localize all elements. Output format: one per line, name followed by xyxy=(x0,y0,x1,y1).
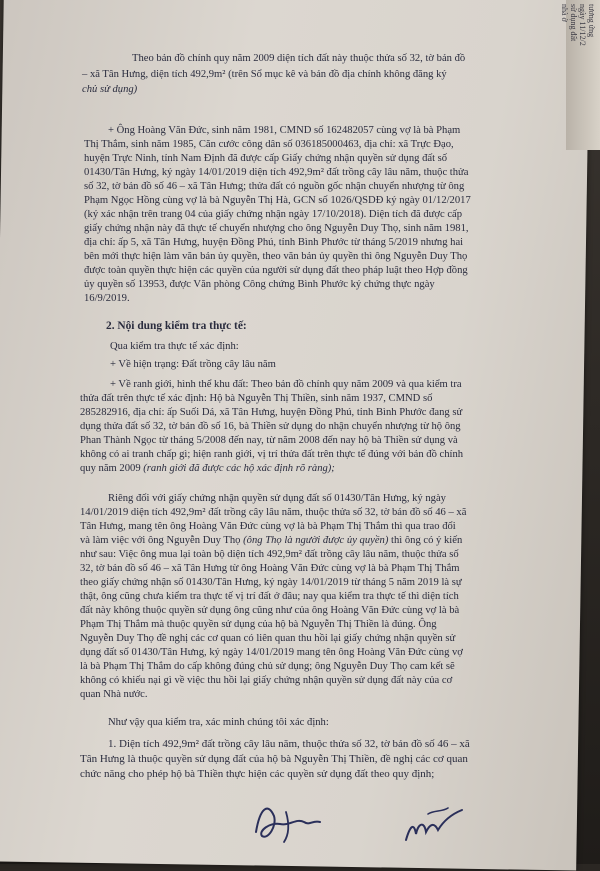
margin-fragment: ngày 11/12/2 xyxy=(578,4,587,46)
text-line: Thị Thắm, sinh năm 1985, Căn cước công dân số 036185000463, địa chỉ: xã Trực Đạo, xyxy=(84,139,454,150)
text-run: và làm việc với ông Nguyễn Duy Thọ xyxy=(80,535,241,546)
text-line: Như vậy qua kiểm tra, xác minh chúng tôi xác định: xyxy=(108,717,329,728)
text-line: như sau: Việc ông mua lại toàn bộ diện tích 492,9m² đất trồng cây lâu năm, thuộc thửa số xyxy=(80,549,459,560)
text-run-italic: (ông Thọ là người được ủy quyền) xyxy=(243,535,389,546)
text-line: là bà Phạm Thị Thắm do cấp không đúng chủ sử dụng; ông Nguyễn Duy Thọ cam kết sẽ xyxy=(80,661,455,672)
text-line: Phạm Ngọc Hồng cùng vợ là bà Nguyễn Thị Hà, GCN số 1026/QSDĐ ký ngày 01/12/2017 xyxy=(84,195,471,206)
text-line: Nguyễn Duy Thọ đề nghị các cơ quan có liên quan thu hồi lại giấy chứng nhận quyền sử xyxy=(80,633,456,644)
text-line: Tân Hưng, mang tên ông Hoàng Văn Đức cùng vợ là bà Phạm Thị Thắm thì qua trao đổi xyxy=(80,521,456,532)
text-line: 01430/Tân Hưng, ký ngày 14/01/2019 diện tích 492,9m² đất trồng cây lâu năm, thuộc thửa xyxy=(84,167,469,178)
text-line: + Về hiện trạng: Đất trồng cây lâu năm xyxy=(110,359,276,370)
text-line: địa chỉ: ấp 5, xã Tân Hưng, huyện Đồng Phú, tỉnh Bình Phước từ tháng 5/2019 nhưng hai xyxy=(84,237,464,248)
text-line: 285282916, địa chỉ: ấp Suối Dá, xã Tân Hưng, huyện Đồng Phú, tỉnh Bình Phước đang sử xyxy=(80,407,463,418)
signature-left xyxy=(246,796,336,848)
text-run: quy năm 2009 xyxy=(80,463,141,474)
text-line: chủ sử dụng) xyxy=(82,84,138,95)
text-line: 32, tờ bản đồ số 46 – xã Tân Hưng từ ông Hoàng Văn Đức cùng vợ là bà Phạm Thị Thắm xyxy=(80,563,460,574)
margin-fragment: tương ứng xyxy=(587,4,596,38)
text-line: 1. Diện tích 492,9m² đất trồng cây lâu năm, thuộc thửa số 32, tờ bản đồ số 46 – xã xyxy=(108,738,470,750)
margin-fragment: nhà ở xyxy=(560,4,569,22)
text-line: Qua kiểm tra thực tế xác định: xyxy=(110,341,239,352)
text-line: – xã Tân Hưng, diện tích 492,9m² (trên Sổ mục kê và bản đồ địa chính không đăng ký xyxy=(82,69,447,80)
text-run: thì ông có ý kiến xyxy=(388,535,463,546)
text-line: Tân Hưng là thuộc quyền sử dụng đất của hộ bà Nguyễn Thị Thiền, đề nghị các cơ quan xyxy=(80,753,468,765)
text-line: theo giấy chứng nhận số 01430/Tân Hưng, ký ngày 14/01/2019 từ tháng 5 năm 2019 là sự xyxy=(80,577,462,588)
text-line: Phan Thành Ngọc từ tháng 5/2008 đến nay, từ năm 2008 đến nay hộ bà Thiền sử dụng và xyxy=(80,435,458,446)
text-line: bên mới thực hiện làm văn bản ủy quyền, theo văn bản ủy quyền thì ông Nguyễn Duy Thọ xyxy=(84,251,468,262)
text-line: + Ông Hoàng Văn Đức, sinh năm 1981, CMND số 162482057 cùng vợ là bà Phạm xyxy=(108,125,461,136)
text-line: chức năng cho phép hộ bà Thiền thực hiện các quyền sử dụng đất theo quy định; xyxy=(80,768,435,780)
text-line: thật, ông cũng chưa kiểm tra thực tế vị trí đất ở đâu; nay qua kiểm tra thực tế thì diện tích xyxy=(80,591,459,602)
signature-right xyxy=(398,800,478,848)
text-line: (ký xác nhận trên trang 04 của giấy chứng nhận ngày 17/10/2018). Diện tích đã được cấp xyxy=(84,209,463,220)
text-line: không có ai tranh chấp gì; hiện ranh giới, vị trí thửa đất trên thực tế đúng với bản đồ chính xyxy=(80,449,464,460)
margin-fragment: sử dụng đất xyxy=(569,4,578,42)
text-line: Riêng đối với giấy chứng nhận quyền sử dụng đất số 01430/Tân Hưng, ký ngày xyxy=(108,493,446,504)
text-line: dụng thửa đất số 32, tờ bản đồ số 16, bà Thiền sử dụng do nhận chuyển nhượng từ hộ ông xyxy=(80,421,461,432)
text-line: 16/9/2019. xyxy=(84,293,130,304)
text-line: ủy quyền số 13953, được Văn phòng Công chứng Bình Phước ký chứng thực ngày xyxy=(84,279,435,290)
text-line: đất này không thuộc quyền sử dụng ông cũng như của ông Hoàng Văn Đức cùng vợ là bà xyxy=(80,605,460,616)
text-line: quan Nhà nước. xyxy=(80,689,148,700)
text-line: thửa đất trên thực tế xác định: Hộ bà Nguyễn Thị Thiền, sinh năm 1937, CMND số xyxy=(80,393,433,404)
text-line: 14/01/2019 diện tích 492,9m² đất trồng cây lâu năm, thuộc thửa số 32, tờ bản đồ số 46 – xã xyxy=(80,507,467,518)
text-line: dụng đất số 01430/Tân Hưng, ký ngày 14/01/2019 mang tên ông Hoàng Văn Đức cùng vợ xyxy=(80,647,463,658)
text-line: Theo bản đồ chính quy năm 2009 diện tích đất này thuộc thửa số 32, tờ bản đồ xyxy=(132,53,466,64)
text-line xyxy=(80,534,462,548)
text-line: được toàn quyền thực hiện các quyền của người sử dụng đất theo pháp luật theo Hợp đồng xyxy=(84,265,468,276)
text-line xyxy=(80,462,335,476)
text-line: số 32, tờ bản đồ số 46 – xã Tân Hưng; thửa đất có nguồn gốc nhận chuyển nhượng từ ông xyxy=(84,181,465,192)
text-line: không có khiếu nại gì về việc thu hồi lại giấy chứng nhận quyền sử dụng đất này của cơ xyxy=(80,675,453,686)
text-line: huyện Trực Ninh, tỉnh Nam Định đã được cấp Giấy chứng nhận quyền sử dụng đất số xyxy=(84,153,448,164)
section-heading: 2. Nội dung kiểm tra thực tế: xyxy=(106,320,247,332)
text-run-italic: (ranh giới đã được các hộ xác định rõ ràng); xyxy=(143,463,335,474)
text-line: giấy chứng nhận này đã thực tế chuyển nhượng cho ông Nguyễn Duy Thọ, sinh năm 1981, xyxy=(84,223,469,234)
text-line: + Về ranh giới, hình thể khu đất: Theo bản đồ chính quy năm 2009 và qua kiểm tra xyxy=(110,379,462,390)
text-line: Phạm Thị Thắm mà thuộc quyền sử dụng của hộ bà Nguyễn Thị Thiền là đúng. Ông xyxy=(80,619,437,630)
